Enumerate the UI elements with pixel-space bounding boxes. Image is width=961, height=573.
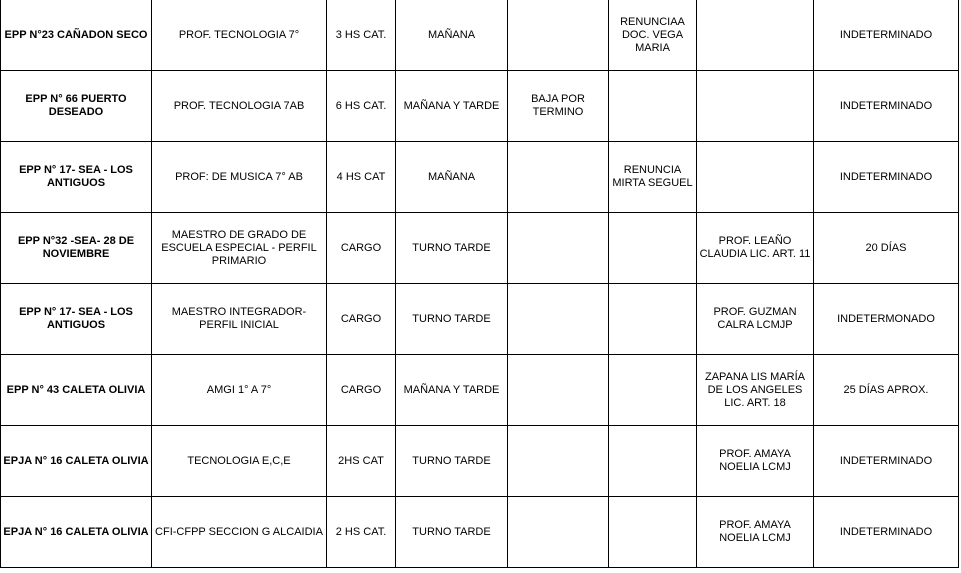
hours-cell: 2 HS CAT. [327, 497, 396, 568]
position-cell: MAESTRO INTEGRADOR- PERFIL INICIAL [152, 284, 327, 355]
duration-cell: INDETERMONADO [814, 284, 959, 355]
school-cell: EPP N° 43 CALETA OLIVIA [1, 355, 152, 426]
table-row [1, 71, 959, 142]
table-body [1, 0, 959, 568]
school-cell: EPP N°23 CAÑADON SECO [1, 0, 152, 71]
shift-cell: MAÑANA Y TARDE [396, 355, 508, 426]
position-cell: MAESTRO DE GRADO DE ESCUELA ESPECIAL - PERFIL PRIMARIO [152, 213, 327, 284]
duration-cell: INDETERMINADO [814, 71, 959, 142]
resignation-cell [609, 284, 697, 355]
shift-cell: TURNO TARDE [396, 213, 508, 284]
shift-cell: TURNO TARDE [396, 426, 508, 497]
hours-cell: CARGO [327, 213, 396, 284]
replacement-cell [697, 71, 814, 142]
duration-cell: 25 DÍAS APROX. [814, 355, 959, 426]
reason-cell: BAJA POR TERMINO [508, 71, 609, 142]
replacement-cell: PROF. LEAÑO CLAUDIA LIC. ART. 11 [697, 213, 814, 284]
duration-cell: 20 DÍAS [814, 213, 959, 284]
resignation-cell: RENUNCIA MIRTA SEGUEL [609, 142, 697, 213]
hours-cell: 2HS CAT [327, 426, 396, 497]
position-cell: TECNOLOGIA E,C,E [152, 426, 327, 497]
position-cell: PROF. TECNOLOGIA 7AB [152, 71, 327, 142]
resignation-cell [609, 355, 697, 426]
resignation-cell [609, 213, 697, 284]
reason-cell [508, 497, 609, 568]
position-cell: AMGI 1° A 7° [152, 355, 327, 426]
table-row [1, 497, 959, 568]
reason-cell [508, 426, 609, 497]
replacement-cell: PROF. AMAYA NOELIA LCMJ [697, 497, 814, 568]
school-cell: EPJA N° 16 CALETA OLIVIA [1, 497, 152, 568]
hours-cell: 4 HS CAT [327, 142, 396, 213]
shift-cell: MAÑANA [396, 0, 508, 71]
table-row [1, 0, 959, 71]
resignation-cell [609, 426, 697, 497]
replacement-cell: ZAPANA LIS MARÍA DE LOS ANGELES LIC. ART. 18 [697, 355, 814, 426]
table-row [1, 142, 959, 213]
replacement-cell: PROF. AMAYA NOELIA LCMJ [697, 426, 814, 497]
shift-cell: MAÑANA [396, 142, 508, 213]
reason-cell [508, 0, 609, 71]
school-cell: EPP N° 17- SEA - LOS ANTIGUOS [1, 284, 152, 355]
school-cell: EPP N° 66 PUERTO DESEADO [1, 71, 152, 142]
table-row [1, 426, 959, 497]
reason-cell [508, 355, 609, 426]
duration-cell: INDETERMINADO [814, 497, 959, 568]
school-cell: EPP N°32 -SEA- 28 DE NOVIEMBRE [1, 213, 152, 284]
school-cell: EPP N° 17- SEA - LOS ANTIGUOS [1, 142, 152, 213]
hours-cell: CARGO [327, 284, 396, 355]
table-row [1, 213, 959, 284]
duration-cell: INDETERMINADO [814, 0, 959, 71]
resignation-cell [609, 71, 697, 142]
table-row [1, 355, 959, 426]
hours-cell: 3 HS CAT. [327, 0, 396, 71]
reason-cell [508, 284, 609, 355]
reason-cell [508, 142, 609, 213]
resignation-cell [609, 497, 697, 568]
table-row [1, 284, 959, 355]
resignation-cell: RENUNCIAA DOC. VEGA MARIA [609, 0, 697, 71]
position-cell: CFI-CFPP SECCION G ALCAIDIA [152, 497, 327, 568]
hours-cell: CARGO [327, 355, 396, 426]
replacement-cell: PROF. GUZMAN CALRA LCMJP [697, 284, 814, 355]
position-cell: PROF. TECNOLOGIA 7° [152, 0, 327, 71]
replacement-cell [697, 142, 814, 213]
reason-cell [508, 213, 609, 284]
shift-cell: TURNO TARDE [396, 284, 508, 355]
shift-cell: MAÑANA Y TARDE [396, 71, 508, 142]
duration-cell: INDETERMINADO [814, 426, 959, 497]
shift-cell: TURNO TARDE [396, 497, 508, 568]
school-cell: EPJA N° 16 CALETA OLIVIA [1, 426, 152, 497]
replacement-cell [697, 0, 814, 71]
hours-cell: 6 HS CAT. [327, 71, 396, 142]
position-cell: PROF: DE MUSICA 7° AB [152, 142, 327, 213]
duration-cell: INDETERMINADO [814, 142, 959, 213]
